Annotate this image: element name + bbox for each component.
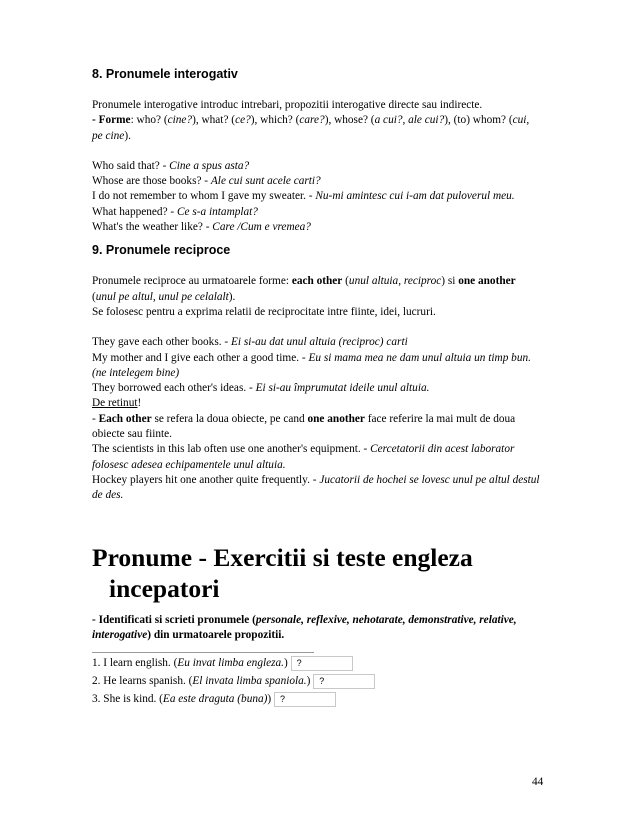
section-9-note: - Each other se refera la doua obiecte, pe cand one another face referire la mai mult de doua obiecte sau fiinte. [92,412,516,441]
section-8-intro: Pronumele interogative introduc intrebari, propozitii interogative directe sau indirecte. [92,99,483,111]
section-9-example: Hockey players hit one another quite frequently. - Jucatorii de hochei se lovesc unul pe altul destul de des. [92,473,540,502]
note-label: De retinut! [92,397,142,410]
section-9-heading: 9. Pronumele reciproce [92,243,231,258]
section-9-example: They gave each other books. - Ei si-au dat unul altuia (reciproc) carti [92,336,408,349]
section-9-example: My mother and I give each other a good time. - Eu si mama mea ne dam unul altuia un timp bun. (ne intelegem bine) [92,351,531,379]
answer-input[interactable]: ? [313,674,375,689]
exercise-item: 2. He learns spanish. (El invata limba spaniola.) ? [92,674,542,692]
answer-input[interactable]: ? [274,692,336,707]
section-9-usage: Se folosesc pentru a exprima relatii de reciprocitate intre fiinte, idei, lucruri. [92,305,436,318]
section-8-example: What's the weather like? - Care /Cum e vremea? [92,221,311,234]
section-9-example: The scientists in this lab often use one another's equipment. - Cercetatorii din acest laborator folosesc adesea echipamentele unul altuia. [92,443,515,471]
section-8-forms: - Forme: who? (cine?), what? (ce?), which? (care?), whose? (a cui?, ale cui?), (to) whom? (cui, pe cine). [92,114,530,142]
section-8-example: What happened? - Ce s-a intamplat? [92,205,258,218]
document-page [92,66,542,710]
section-8-example: Who said that? - Cine a spus asta? [92,159,250,172]
section-8-example: Whose are those books? - Ale cui sunt acele carti? [92,175,321,188]
page-number: 44 [532,776,544,788]
exercise-item: 1. I learn english. (Eu invat limba engleza.) ? [92,656,542,674]
exercise-instruction: - Identificati si scrieti pronumele (personale, reflexive, nehotarate, demonstrative, relative, interogative) din urmatoarele propozitii. [92,613,517,641]
section-8-example: I do not remember to whom I gave my sweater. - Nu-mi amintesc cui i-am dat puloverul meu. [92,190,515,203]
answer-input[interactable]: ? [291,656,353,671]
exercise-item: 3. She is kind. (Ea este draguta (buna)) ? [92,692,542,710]
section-9-example: They borrowed each other's ideas. - Ei si-au împrumutat ideile unul altuia. [92,382,430,395]
section-9-intro: Pronumele reciproce au urmatoarele forme: each other (unul altuia, reciproc) si one another (unul pe altul, unul pe celalalt). [92,275,516,303]
section-8-heading: 8. Pronumele interogativ [92,67,238,81]
exercise-title: Pronume - Exercitii si teste engleza incepatori [92,542,473,603]
